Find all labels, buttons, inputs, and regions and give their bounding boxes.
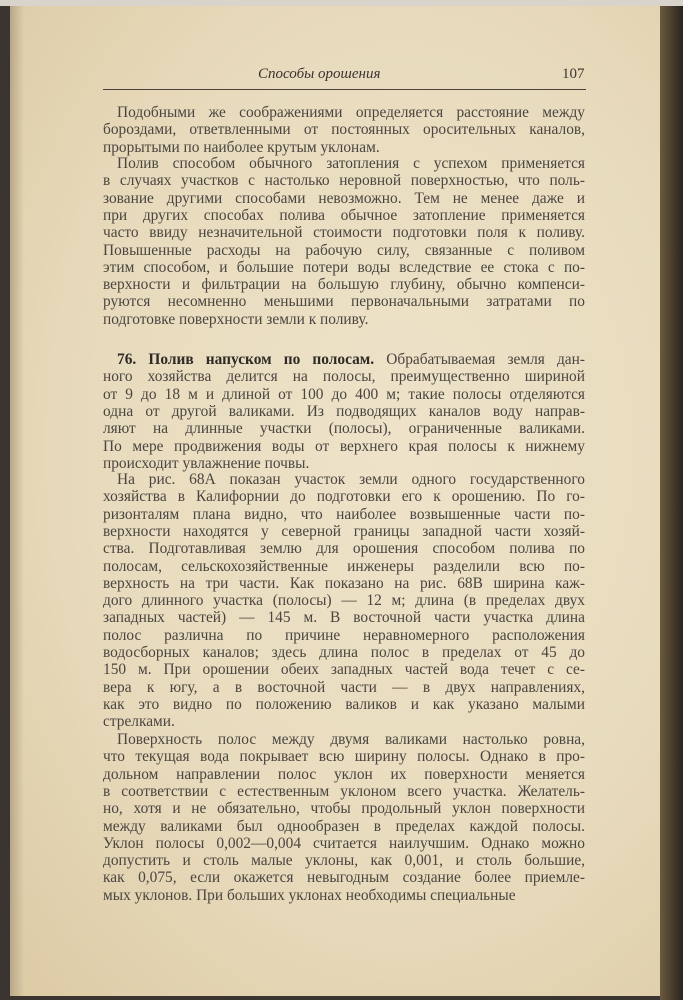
text-line: водосборных каналов; здесь длина полос в пределах от 45 до: [103, 644, 585, 661]
page-right-edge: [660, 0, 683, 1000]
text-line: Поверхность полос между двумя валиками настолько ровна,: [117, 731, 585, 748]
text-line: ризонталям плана видно, что наиболее возвышенные части по-: [103, 505, 585, 523]
text-line: Подобными же соображениями определяется расстояние между: [117, 104, 585, 121]
text-line: верхности и фильтрации на большую глубину, обычно компенси-: [103, 276, 585, 294]
text-line-content: Обрабатываемая земля дан-: [386, 351, 585, 368]
text-line: Полив способом обычного затопления с успехом применяется: [117, 155, 585, 172]
page-number: 107: [562, 66, 585, 82]
text-line: [117, 351, 585, 368]
text-line: На рис. 68А показан участок земли одного государственного: [117, 471, 585, 488]
page-top-edge: [0, 0, 683, 6]
text-line: По мере продвижения воды от верхнего края полосы к нижнему: [103, 437, 585, 455]
text-line: как это видно по положению валиков и как указано малыми: [103, 695, 585, 713]
text-line: зование другими способами невозможно. Тем не менее даже и: [103, 189, 585, 207]
text-line: допустить и столь малые уклоны, как 0,001, и столь большие,: [103, 852, 585, 870]
text-line: бороздами, ответвленными от постоянных оросительных каналов,: [103, 121, 585, 139]
text-line: при других способах полива обычное затопление применяется: [103, 206, 585, 224]
text-line: вера к югу, а в восточной части — в двух направлениях,: [103, 678, 585, 696]
text-line: ляют на длинные участки (полосы), ограниченные валиками.: [103, 420, 585, 438]
text-line: Уклон полосы 0,002—0,004 считается наилучшим. Однако можно: [103, 834, 585, 852]
text-line: в соответствии с естественным уклоном всего участка. Желатель-: [103, 782, 585, 800]
running-header-title: Способы орошения: [258, 66, 381, 82]
text-line: верхность на три части. Как показано на рис. 68В ширина каж-: [103, 574, 585, 592]
text-line: ного хозяйства делится на полосы, преимущественно шириной: [103, 368, 585, 386]
header-rule: [103, 89, 586, 90]
text-line: между валиками был однообразен в пределах каждой полосы.: [103, 817, 585, 835]
text-line: часто ввиду незначительной стоимости подготовки поля к поливу.: [103, 224, 585, 242]
text-line: стрелками.: [103, 713, 175, 731]
text-line: в случаях участков с настолько неровной поверхностью, что поль-: [103, 172, 585, 190]
text-line: но, хотя и не обязательно, чтобы продольный уклон поверхности: [103, 800, 585, 818]
text-line: происходит увлажнение почвы.: [103, 454, 310, 472]
text-line: руются несомненно меньшими первоначальными затратами по: [103, 293, 585, 311]
text-line: мых уклонов. При больших уклонах необходимы специальные: [103, 886, 516, 904]
text-line: хозяйства в Калифорнии до подготовки его к орошению. По го-: [103, 488, 585, 506]
page-spine-shadow: [10, 6, 24, 996]
text-line: ства. Подготавливая землю для орошения способом полива по: [103, 540, 585, 558]
text-line: подготовке поверхности земли к поливу.: [103, 310, 369, 328]
text-line: одна от другой валиками. Из подводящих каналов воду направ-: [103, 402, 585, 420]
section-heading: 76. Полив напуском по полосам.: [117, 351, 375, 368]
text-line: дольном направлении полос уклон их поверхности меняется: [103, 765, 585, 783]
text-line: полосам, сельскохозяйственные инженеры разделили всю по-: [103, 557, 585, 575]
text-line: прорытыми по наиболее крутым уклонам.: [103, 138, 380, 156]
text-line: полос различна по причине неравномерного расположения: [103, 626, 585, 644]
text-line: что текущая вода покрывает всю ширину полосы. Однако в про-: [103, 748, 585, 766]
text-line: верхности находятся у северной границы западной части хозяй-: [103, 522, 585, 540]
text-line: Повышенные расходы на рабочую силу, связанные с поливом: [103, 241, 585, 259]
text-line: как 0,075, если окажется невыгодным создание более приемле-: [103, 869, 585, 887]
text-line: западных частей) — 145 м. В восточной части участка длина: [103, 609, 585, 627]
text-line: 150 м. При орошении обеих западных частей вода течет с се-: [103, 661, 585, 679]
text-line: дого длинного участка (полосы) — 12 м; длина (в пределах двух: [103, 592, 585, 610]
text-line: этим способом, и большие потери воды вследствие ее стока с по-: [103, 258, 585, 276]
text-line: от 9 до 18 м и длиной от 100 до 400 м; такие полосы отделяются: [103, 385, 585, 403]
